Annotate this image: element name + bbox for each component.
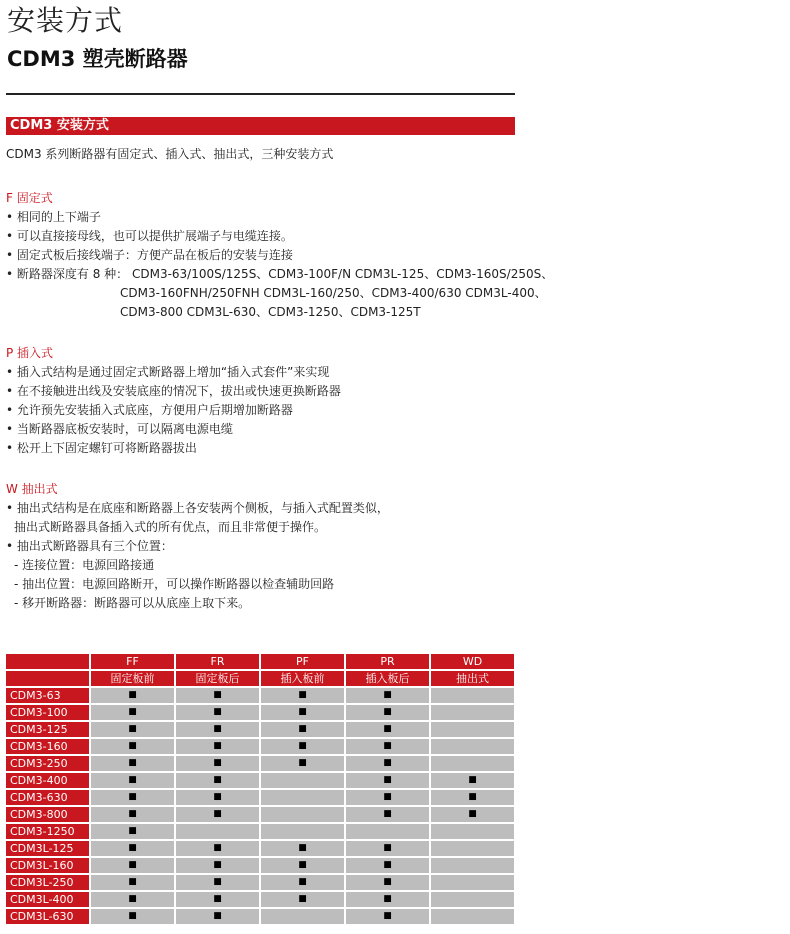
mark-cell-filled: ■: [176, 722, 259, 737]
mark-cell-filled: ■: [91, 824, 174, 839]
mark-cell-filled: ■: [261, 705, 344, 720]
header-blank: [6, 654, 89, 669]
fixed-line: • 相同的上下端子: [6, 210, 101, 224]
mark-cell-filled: ■: [176, 739, 259, 754]
mark-cell-filled: ■: [176, 909, 259, 924]
mark-cell-filled: ■: [261, 875, 344, 890]
mark-cell-filled: ■: [176, 790, 259, 805]
mark-cell-filled: ■: [261, 722, 344, 737]
mark-cell-filled: ■: [91, 688, 174, 703]
mark-cell-filled: ■: [176, 807, 259, 822]
mark-cell-filled: ■: [431, 773, 514, 788]
row-model: CDM3L-160: [6, 858, 89, 873]
fixed-line-cont: CDM3-800 CDM3L-630、CDM3-1250、CDM3-125T: [120, 305, 421, 319]
mark-cell-empty: [431, 739, 514, 754]
mark-cell-empty: [261, 773, 344, 788]
plugin-line: • 允许预先安装插入式底座，方便用户后期增加断路器: [6, 403, 293, 417]
fixed-line: • 固定式板后接线端子：方便产品在板后的安装与连接: [6, 248, 293, 262]
title-divider: [6, 93, 515, 95]
row-model: CDM3-800: [6, 807, 89, 822]
mark-cell-filled: ■: [176, 841, 259, 856]
mark-cell-filled: ■: [176, 773, 259, 788]
mark-cell-filled: ■: [346, 909, 429, 924]
header-code: PF: [261, 654, 344, 669]
row-model: CDM3-125: [6, 722, 89, 737]
table-row: [6, 875, 514, 890]
page-subtitle: CDM3 塑壳断路器: [7, 47, 188, 71]
mark-cell-filled: ■: [346, 841, 429, 856]
header-name: 抽出式: [431, 671, 514, 686]
mark-cell-filled: ■: [346, 892, 429, 907]
table-row: [6, 722, 514, 737]
mark-cell-empty: [431, 705, 514, 720]
table-row: [6, 858, 514, 873]
table-row: [6, 909, 514, 924]
mark-cell-empty: [431, 858, 514, 873]
table-row: [6, 705, 514, 720]
mark-cell-empty: [261, 807, 344, 822]
header-code: FF: [91, 654, 174, 669]
mark-cell-filled: ■: [346, 773, 429, 788]
mark-cell-filled: ■: [346, 858, 429, 873]
table-row: [6, 807, 514, 822]
drawout-line-cont: 抽出式断路器具备插入式的所有优点，而且非常便于操作。: [14, 520, 327, 534]
header-code: WD: [431, 654, 514, 669]
mark-cell-filled: ■: [346, 688, 429, 703]
mark-cell-filled: ■: [91, 739, 174, 754]
installation-table: [4, 652, 516, 926]
drawout-position: - 连接位置：电源回路接通: [14, 558, 155, 572]
mark-cell-filled: ■: [176, 892, 259, 907]
plugin-line: • 松开上下固定螺钉可将断路器拔出: [6, 441, 197, 455]
mark-cell-filled: ■: [176, 858, 259, 873]
mark-cell-empty: [431, 875, 514, 890]
mark-cell-filled: ■: [91, 841, 174, 856]
mark-cell-filled: ■: [176, 705, 259, 720]
table-row: [6, 773, 514, 788]
mark-cell-filled: ■: [91, 773, 174, 788]
row-model: CDM3-250: [6, 756, 89, 771]
drawout-position: - 抽出位置：电源回路断开，可以操作断路器以检查辅助回路: [14, 577, 335, 591]
table-row: [6, 739, 514, 754]
mark-cell-filled: ■: [261, 841, 344, 856]
mark-cell-filled: ■: [91, 858, 174, 873]
drawout-section: [6, 480, 389, 613]
header-name: 插入板后: [346, 671, 429, 686]
row-model: CDM3-400: [6, 773, 89, 788]
mark-cell-empty: [431, 909, 514, 924]
fixed-line: • 断路器深度有 8 种： CDM3-63/100S/125S、CDM3-100F/N CDM3L-125、CDM3-160S/250S、: [6, 267, 554, 281]
mark-cell-empty: [431, 892, 514, 907]
mark-cell-empty: [176, 824, 259, 839]
mark-cell-filled: ■: [346, 790, 429, 805]
table-row: [6, 824, 514, 839]
table-body: [6, 688, 514, 924]
mark-cell-filled: ■: [91, 722, 174, 737]
mark-cell-filled: ■: [346, 705, 429, 720]
mark-cell-filled: ■: [346, 807, 429, 822]
row-model: CDM3L-400: [6, 892, 89, 907]
mark-cell-empty: [261, 824, 344, 839]
plugin-section: [6, 344, 341, 458]
fixed-line: • 可以直接接母线，也可以提供扩展端子与电缆连接。: [6, 229, 293, 243]
plugin-line: • 当断路器底板安装时，可以隔离电源电缆: [6, 422, 233, 436]
mark-cell-filled: ■: [91, 807, 174, 822]
table-row: [6, 892, 514, 907]
page-title: 安装方式: [7, 4, 124, 37]
mark-cell-filled: ■: [91, 790, 174, 805]
header-name: 插入板前: [261, 671, 344, 686]
mark-cell-empty: [431, 841, 514, 856]
drawout-line: • 抽出式断路器具有三个位置：: [6, 539, 173, 553]
mark-cell-filled: ■: [91, 756, 174, 771]
drawout-line: • 抽出式结构是在底座和断路器上各安装两个侧板，与插入式配置类似，: [6, 501, 389, 515]
row-model: CDM3L-250: [6, 875, 89, 890]
mark-cell-empty: [431, 756, 514, 771]
mark-cell-filled: ■: [261, 756, 344, 771]
fixed-line-cont: CDM3-160FNH/250FNH CDM3L-160/250、CDM3-400/630 CDM3L-400、: [120, 286, 547, 300]
header-code: FR: [176, 654, 259, 669]
mark-cell-filled: ■: [346, 756, 429, 771]
row-model: CDM3-160: [6, 739, 89, 754]
mark-cell-empty: [431, 722, 514, 737]
table-row: [6, 790, 514, 805]
mark-cell-filled: ■: [176, 756, 259, 771]
mark-cell-filled: ■: [91, 705, 174, 720]
drawout-position: - 移开断路器：断路器可以从底座上取下来。: [14, 596, 251, 610]
mark-cell-filled: ■: [91, 875, 174, 890]
mark-cell-empty: [261, 909, 344, 924]
row-model: CDM3-100: [6, 705, 89, 720]
row-model: CDM3-630: [6, 790, 89, 805]
mark-cell-filled: ■: [91, 909, 174, 924]
intro-text: CDM3 系列断路器有固定式、插入式、抽出式，三种安装方式: [6, 147, 334, 161]
mark-cell-filled: ■: [346, 739, 429, 754]
mark-cell-filled: ■: [346, 875, 429, 890]
mark-cell-filled: ■: [431, 790, 514, 805]
table-header-names: [6, 671, 514, 686]
header-name: 固定板前: [91, 671, 174, 686]
row-model: CDM3-63: [6, 688, 89, 703]
table-row: [6, 841, 514, 856]
mark-cell-empty: [261, 790, 344, 805]
mark-cell-filled: ■: [176, 688, 259, 703]
fixed-section: [6, 189, 553, 322]
section-bar: CDM3 安装方式: [6, 117, 515, 135]
plugin-line: • 在不接触进出线及安装底座的情况下，拔出或快速更换断路器: [6, 384, 341, 398]
table-row: [6, 756, 514, 771]
fixed-heading: F 固定式: [6, 191, 53, 205]
row-model: CDM3L-125: [6, 841, 89, 856]
mark-cell-filled: ■: [176, 875, 259, 890]
mark-cell-empty: [346, 824, 429, 839]
mark-cell-filled: ■: [261, 739, 344, 754]
plugin-heading: P 插入式: [6, 346, 54, 360]
row-model: CDM3-1250: [6, 824, 89, 839]
mark-cell-filled: ■: [91, 892, 174, 907]
header-blank: [6, 671, 89, 686]
mark-cell-empty: [431, 688, 514, 703]
mark-cell-empty: [431, 824, 514, 839]
drawout-heading: W 抽出式: [6, 482, 58, 496]
header-code: PR: [346, 654, 429, 669]
plugin-line: • 插入式结构是通过固定式断路器上增加“插入式套件”来实现: [6, 365, 330, 379]
mark-cell-filled: ■: [346, 722, 429, 737]
mark-cell-filled: ■: [261, 892, 344, 907]
mark-cell-filled: ■: [431, 807, 514, 822]
table-row: [6, 688, 514, 703]
row-model: CDM3L-630: [6, 909, 89, 924]
header-name: 固定板后: [176, 671, 259, 686]
table-header-codes: [6, 654, 514, 669]
mark-cell-filled: ■: [261, 858, 344, 873]
mark-cell-filled: ■: [261, 688, 344, 703]
